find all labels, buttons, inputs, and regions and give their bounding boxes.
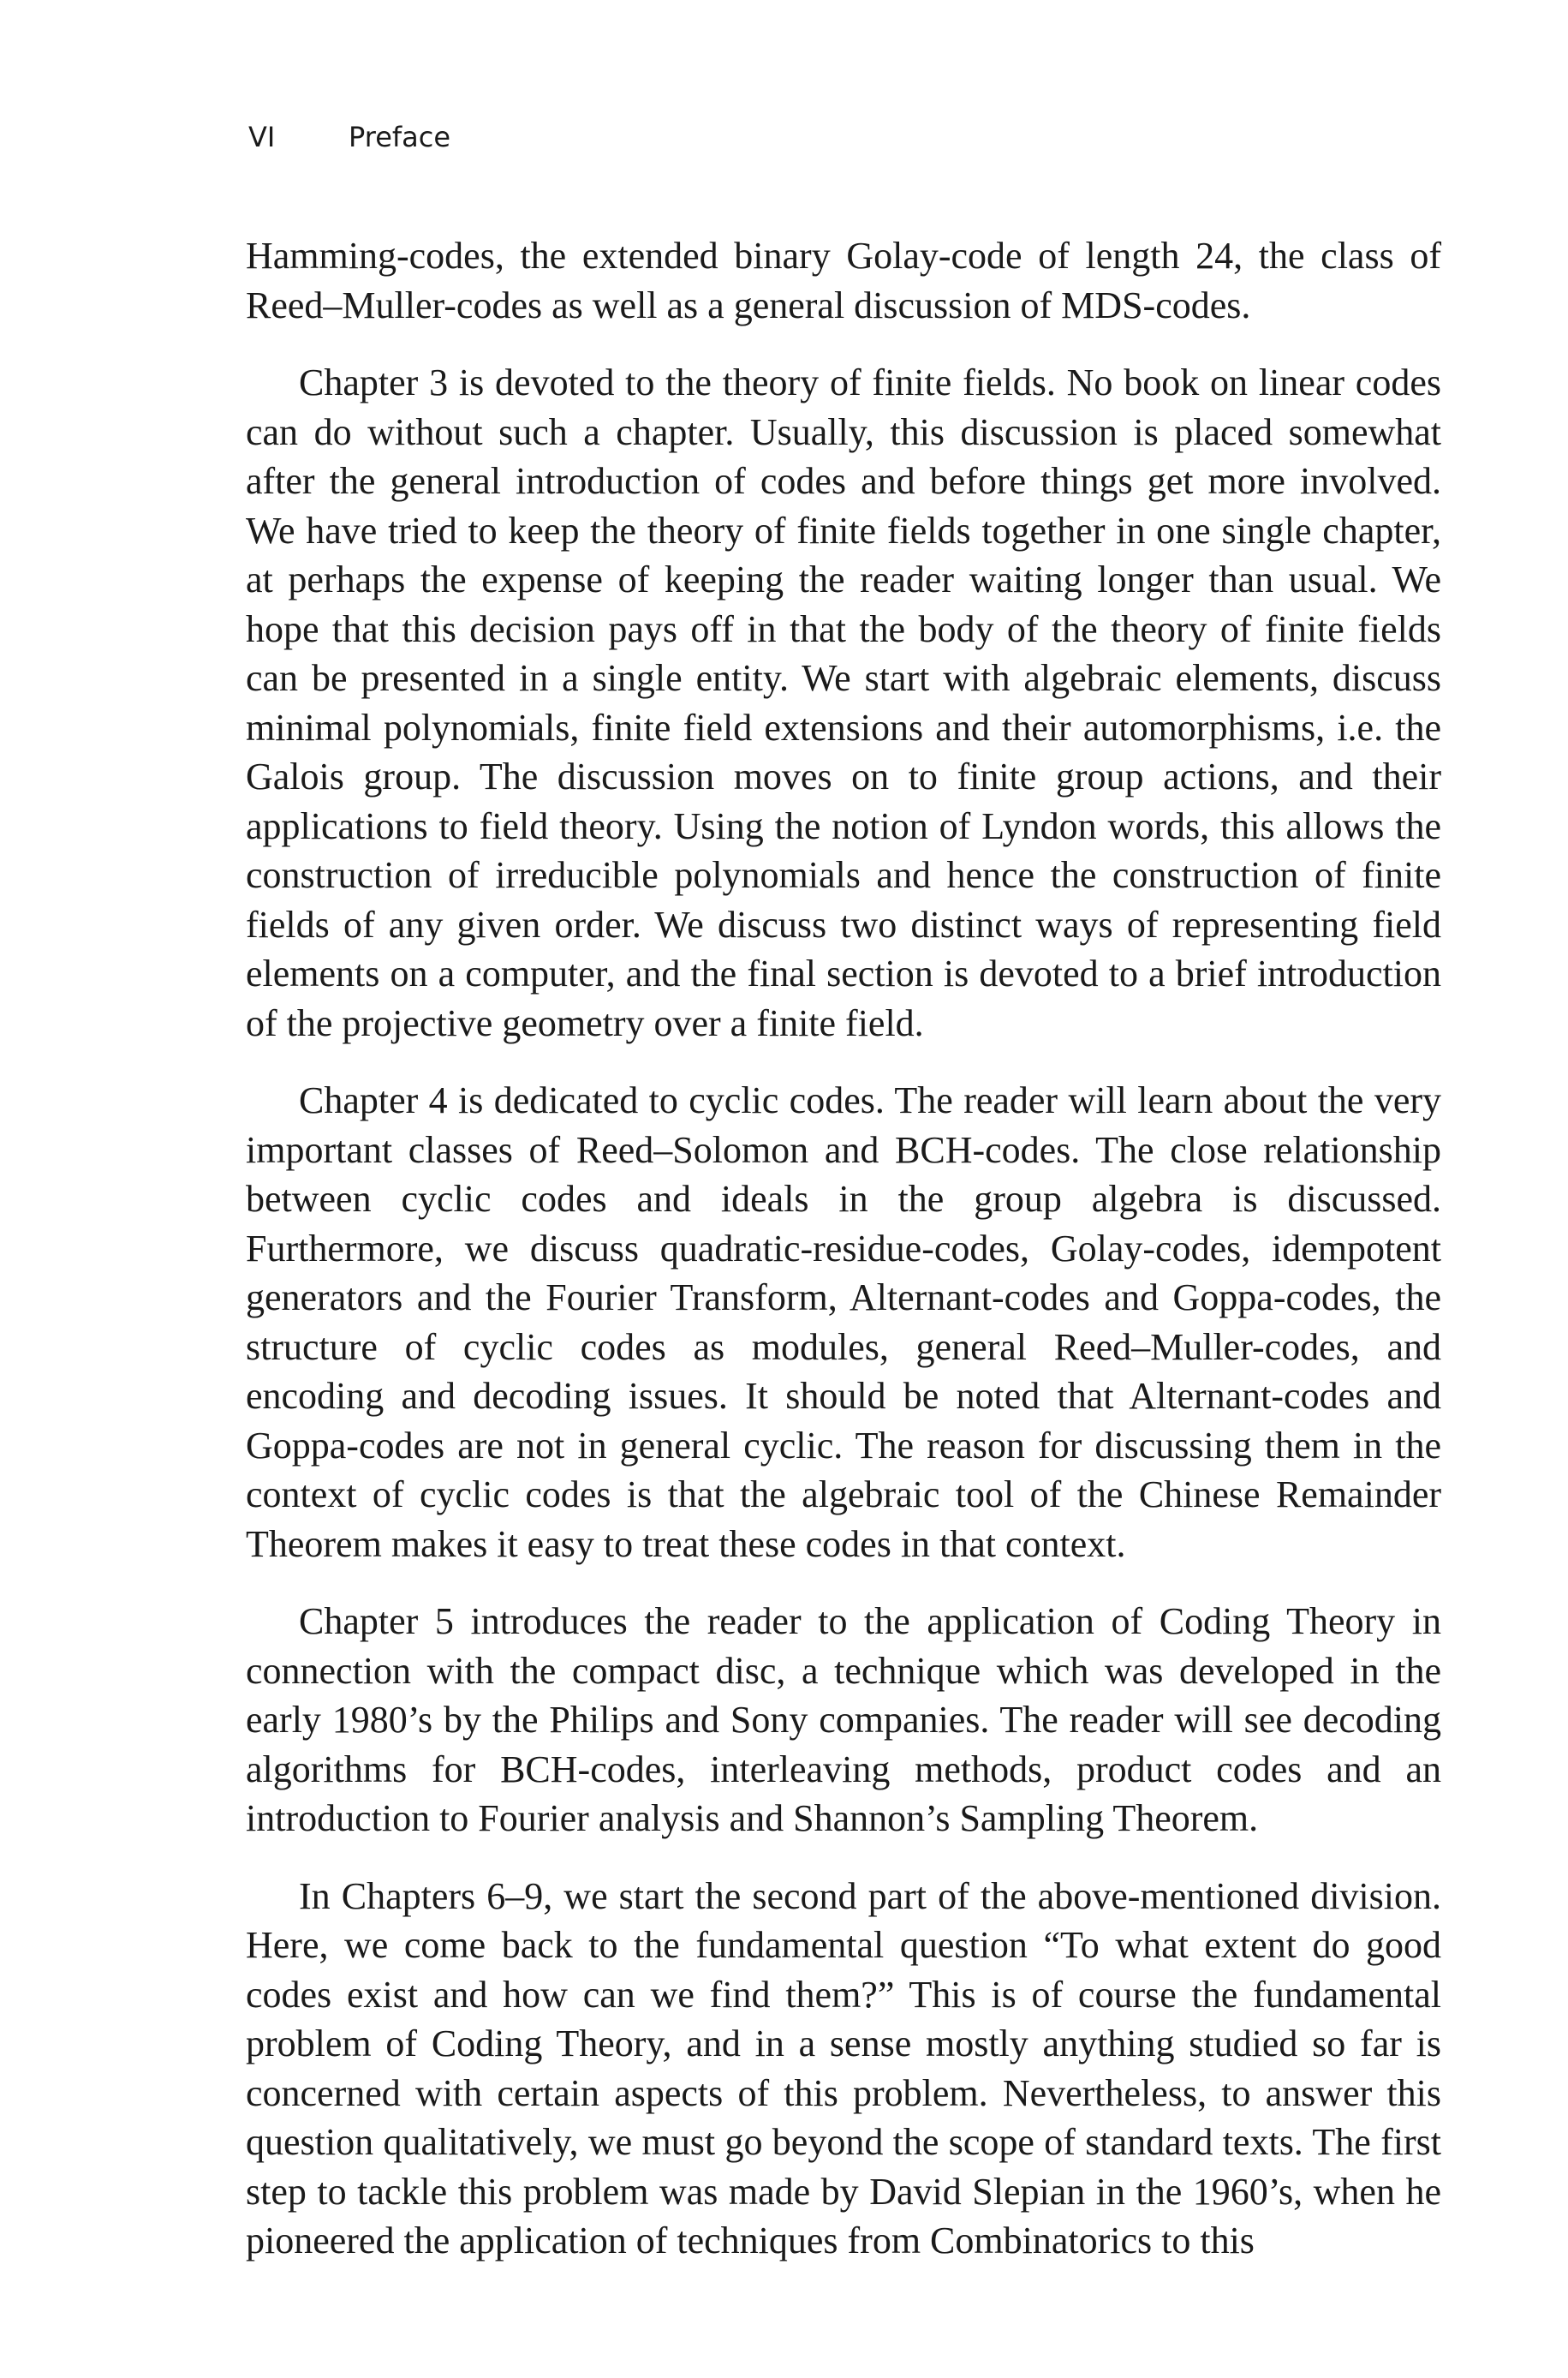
paragraph-continuation: Hamming-codes, the extended binary Golay-code of length 24, the class of Reed–Muller-codes as well as a general discussion of MDS-codes. (246, 235, 1441, 326)
running-head (248, 120, 450, 154)
running-title: Preface (349, 121, 451, 153)
paragraph-chapter-4: Chapter 4 is dedicated to cyclic codes. The reader will learn about the very important classes of Reed–Solomon and BCH-codes. The close relationship between cyclic codes and ideals in the group algebra is discussed. Furthermore, we discuss quadratic-residue-codes, Golay-codes, idempotent generators and the Fourier Transform, Alternant-codes and Goppa-codes, the structure of cyclic codes as modules, general Reed–Muller-codes, and encoding and decoding issues. It should be noted that Alternant-codes and Goppa-codes are not in general cyclic. The reason for discussing them in the context of cyclic codes is that the algebraic tool of the Chinese Remainder Theorem makes it easy to treat these codes in that context. (246, 1079, 1441, 1565)
paragraph-chapters-6-9: In Chapters 6–9, we start the second part of the above-mentioned division. Here, we come back to the fundamental question “To what extent do good codes exist and how can we find them?” This is of course the fundamental problem of Coding Theory, and in a sense mostly anything studied so far is concerned with certain aspects of this problem. Nevertheless, to answer this question qualitatively, we must go beyond the scope of standard texts. The first step to tackle this problem was made by David Slepian in the 1960’s, when he pioneered the application of techniques from Combinatorics to this (246, 1874, 1441, 2261)
paragraph-chapter-3: Chapter 3 is devoted to the theory of finite fields. No book on linear codes can do without such a chapter. Usually, this discussion is placed somewhat after the general introduction of codes and before things get more involved. We have tried to keep the theory of finite fields together in one single chapter, at perhaps the expense of keeping the reader waiting longer than usual. We hope that this decision pays off in that the body of the theory of finite fields can be presented in a single entity. We start with algebraic elements, discuss minimal polynomials, finite field extensions and their automorphisms, i.e. the Galois group. The discussion moves on to finite group actions, and their applications to field theory. Using the notion of Lyndon words, this allows the construction of irreducible polynomials and hence the construction of finite fields of any given order. We discuss two distinct ways of representing field elements on a computer, and the final section is devoted to a brief introduction of the projective geometry over a finite field. (246, 361, 1441, 1044)
body-text (246, 231, 1441, 2266)
paragraph-chapter-5: Chapter 5 introduces the reader to the application of Coding Theory in connection with the compact disc, a technique which was developed in the early 1980’s by the Philips and Sony companies. The reader will see decoding algorithms for BCH-codes, interleaving methods, product codes and an introduction to Fourier analysis and Shannon’s Sampling Theorem. (246, 1600, 1441, 1839)
page-number: VI (248, 121, 276, 153)
